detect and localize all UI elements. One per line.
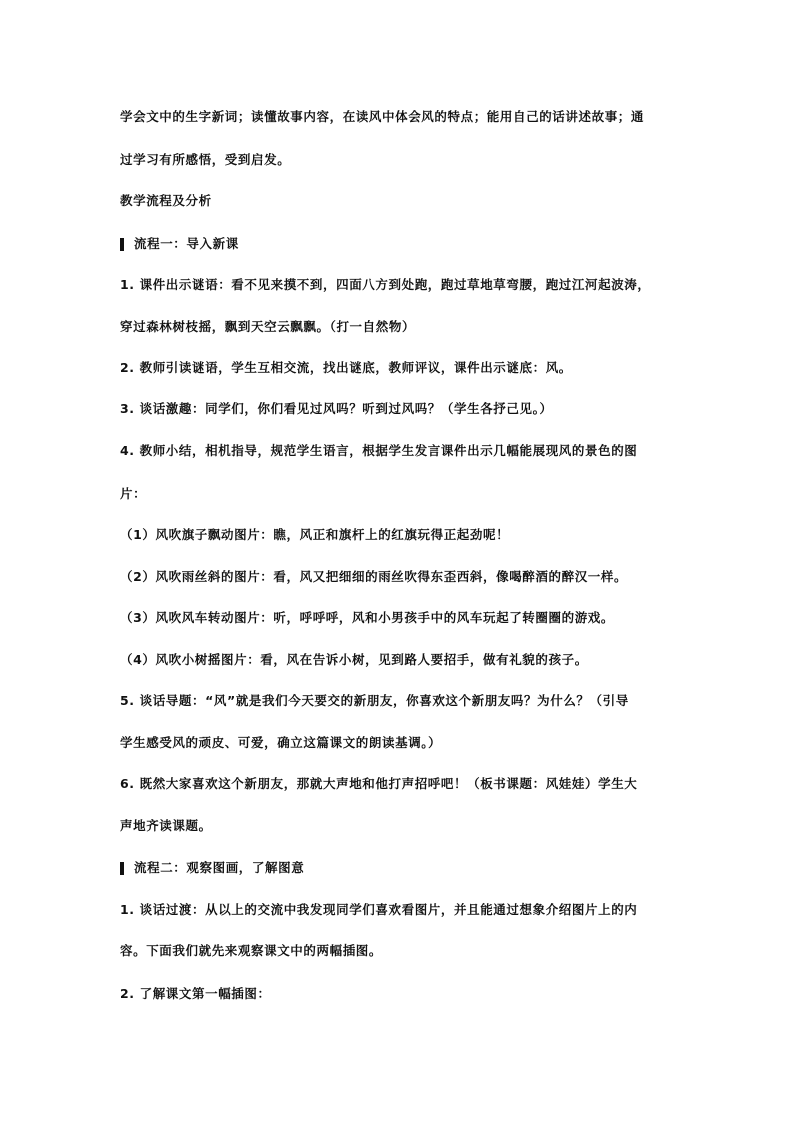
heading-bar-icon bbox=[120, 238, 124, 251]
flow2-heading-text: 流程二：观察图画，了解图意 bbox=[134, 860, 305, 875]
flow1-line: 4. 教师小结，相机指导，规范学生语言，根据学生发言课件出示几幅能展现风的景色的图 bbox=[120, 443, 638, 458]
heading-bar-icon bbox=[120, 862, 124, 875]
flow1-line: 5. 谈话导题：“风”就是我们今天要交的新朋友，你喜欢这个新朋友吗？为什么？（引导 bbox=[120, 693, 629, 708]
flow1-line: （3）风吹风车转动图片：听，呼呼呼，风和小男孩手中的风车玩起了转圈圈的游戏。 bbox=[120, 610, 614, 625]
flow2-line: 容。下面我们就先来观察课文中的两幅插图。 bbox=[120, 943, 383, 958]
flow2-line: 1. 谈话过渡：从以上的交流中我发现同学们喜欢看图片，并且能通过想象介绍图片上的内 bbox=[120, 902, 638, 917]
flow2-line: 2. 了解课文第一幅插图： bbox=[120, 986, 271, 1001]
flow1-line: 学生感受风的顽皮、可爱，确立这篇课文的朗读基调。） bbox=[120, 735, 442, 750]
flow1-line: 1. 课件出示谜语：看不见来摸不到，四面八方到处跑，跑过草地草弯腰，跑过江河起波涛， bbox=[120, 277, 651, 292]
flow2-heading bbox=[120, 860, 304, 876]
flow1-line: 声地齐读课题。 bbox=[120, 818, 212, 833]
flow1-line: 6. 既然大家喜欢这个新朋友，那就大声地和他打声招呼吧！（板书课题：风娃娃）学生大 bbox=[120, 776, 638, 791]
flow1-heading bbox=[120, 236, 239, 252]
section-title: 教学流程及分析 bbox=[120, 193, 212, 208]
intro-line-2: 过学习有所感悟，受到启发。 bbox=[120, 152, 291, 167]
flow1-line: 3. 谈话激趣：同学们，你们看见过风吗？听到过风吗？（学生各抒己见。） bbox=[120, 401, 553, 416]
intro-line-1: 学会文中的生字新词；读懂故事内容，在读风中体会风的特点；能用自己的话讲述故事；通 bbox=[120, 109, 645, 124]
flow1-line: （4）风吹小树摇图片：看，风在告诉小树，见到路人要招手，做有礼貌的孩子。 bbox=[120, 652, 588, 667]
flow1-line: 2. 教师引读谜语，学生互相交流，找出谜底，教师评议，课件出示谜底：风。 bbox=[120, 360, 572, 375]
flow1-heading-text: 流程一：导入新课 bbox=[134, 236, 239, 251]
flow1-line: 片： bbox=[120, 486, 147, 501]
flow1-line: （1）风吹旗子飘动图片：瞧，风正和旗杆上的红旗玩得正起劲呢！ bbox=[120, 527, 510, 542]
flow1-line: （2）风吹雨丝斜的图片：看，风又把细细的雨丝吹得东歪西斜，像喝醉酒的醉汉一样。 bbox=[120, 569, 628, 584]
flow1-line: 穿过森林树枝摇，飘到天空云飘飘。（打一自然物） bbox=[120, 319, 416, 334]
